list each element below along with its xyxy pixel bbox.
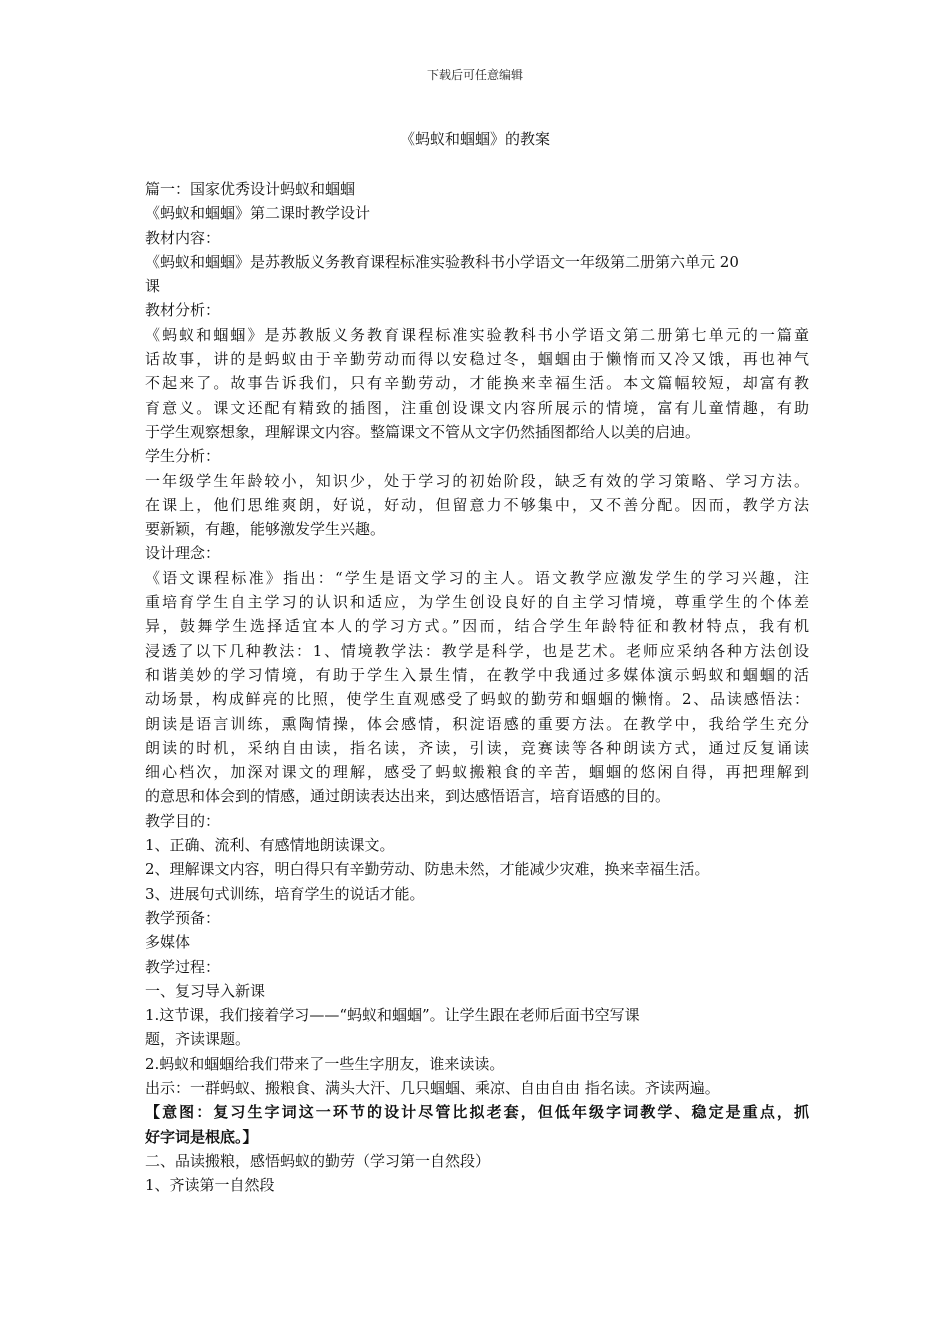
body-text-line: 课 [145, 277, 161, 296]
body-text-line: 育意义。课文还配有精致的插图，注重创设课文内容所展示的情境，富有儿童情趣，有助 [145, 398, 809, 417]
document-title: 《蚂蚁和蝈蝈》的教案 [399, 130, 550, 148]
body-text-line: 在课上，他们思维爽朗，好说，好动，但留意力不够集中，又不善分配。因而，教学方法 [145, 495, 809, 514]
body-text-line: 1、正确、流利、有感情地朗读课文。 [145, 836, 395, 855]
body-text-line: 《语文课程标准》指出：“学生是语文学习的主人。语文教学应激发学生的学习兴趣，注 [145, 568, 809, 587]
body-text-line: 要新颖，有趣，能够激发学生兴趣。 [145, 520, 386, 539]
body-text-line: 二、品读搬粮，感悟蚂蚁的勤劳（学习第一自然段） [145, 1151, 491, 1170]
body-text-line: 【意图：复习生字词这一环节的设计尽管比拟老套，但低年级字词教学、稳定是重点，抓 [145, 1103, 809, 1122]
header-note: 下载后可任意编辑 [426, 68, 523, 82]
body-text-line: 1.这节课，我们接着学习——“蚂蚁和蝈蝈”。让学生跟在老师后面书空写课 [145, 1006, 640, 1025]
body-text-line: 重培育学生自主学习的认识和适应，为学生创设良好的自主学习情境，尊重学生的个体差 [145, 593, 809, 612]
body-text-line: 设计理念： [145, 544, 221, 563]
body-text-line: 3、进展句式训练，培育学生的说话才能。 [145, 884, 425, 903]
body-text-line: 朗读的时机，采纳自由读，指名读，齐读，引读，竞赛读等各种朗读方式，通过反复诵读 [145, 738, 809, 757]
body-text-line: 出示：一群蚂蚁、搬粮食、满头大汗、几只蝈蝈、乘凉、自由自由 指名读。齐读两遍。 [145, 1078, 720, 1097]
body-text-line: 好字词是根底。】 [145, 1127, 258, 1146]
document-body [145, 177, 809, 1197]
body-text-line: 朗读是语言训练，熏陶情操，体会感情，积淀语感的重要方法。在教学中，我给学生充分 [145, 714, 809, 733]
body-text-line: 题，齐读课题。 [145, 1030, 251, 1049]
body-text-line: 和谐美妙的学习情境，有助于学生入景生情，在教学中我通过多媒体演示蚂蚁和蝈蝈的活 [145, 665, 809, 684]
body-text-line: 不起来了。故事告诉我们，只有辛勤劳动，才能换来幸福生活。本文篇幅较短，却富有教 [145, 374, 809, 393]
body-text-line: 于学生观察想象，理解课文内容。整篇课文不管从文字仍然插图都给人以美的启迪。 [145, 422, 701, 441]
body-text-line: 《蚂蚁和蝈蝈》是苏教版义务教育课程标准实验教科书小学语文第二册第七单元的一篇童 [145, 325, 809, 344]
body-text-line: 篇一：国家优秀设计蚂蚁和蝈蝈 [145, 180, 356, 198]
body-text-line: 1、齐读第一自然段 [145, 1176, 275, 1195]
body-text-line: 教学目的： [145, 811, 221, 830]
body-text-line: 教学过程： [145, 957, 221, 976]
body-text-line: 《蚂蚁和蝈蝈》是苏教版义务教育课程标准实验教科书小学语文一年级第二册第六单元 20 [145, 252, 739, 271]
body-text-line: 异，鼓舞学生选择适宜本人的学习方式。”因而，结合学生年龄特征和教材特点，我有机 [145, 617, 809, 636]
body-text-line: 浸透了以下几种教法：1、情境教学法：教学是科学，也是艺术。老师应采纳各种方法创设 [145, 641, 809, 660]
body-text-line: 一年级学生年龄较小，知识少，处于学习的初始阶段，缺乏有效的学习策略、学习方法。 [145, 471, 809, 490]
body-text-line: 学生分析： [145, 447, 221, 466]
body-text-line: 细心档次，加深对课文的理解，感受了蚂蚁搬粮食的辛苦，蝈蝈的悠闲自得，再把理解到 [145, 763, 809, 782]
body-text-line: 动场景，构成鲜亮的比照，使学生直观感受了蚂蚁的勤劳和蝈蝈的懒惰。2、品读感悟法： [145, 690, 809, 709]
body-text-line: 2、理解课文内容，明白得只有辛勤劳动、防患未然，才能减少灾难，换来幸福生活。 [145, 860, 710, 879]
body-text-line: 的意思和体会到的情感，通过朗读表达出来，到达感悟语言，培育语感的目的。 [145, 787, 671, 806]
body-text-line: 教学预备： [145, 908, 221, 927]
body-text-line: 多媒体 [145, 933, 191, 952]
body-text-line: 话故事，讲的是蚂蚁由于辛勤劳动而得以安稳过冬，蝈蝈由于懒惰而又冷又饿，再也神气 [145, 350, 809, 369]
body-text-line: 《蚂蚁和蝈蝈》第二课时教学设计 [145, 204, 371, 223]
body-text-line: 教材分析： [145, 301, 221, 320]
body-text-line: 教材内容： [145, 228, 221, 247]
body-text-line: 2.蚂蚁和蝈蝈给我们带来了一些生字朋友，谁来读读。 [145, 1054, 505, 1073]
body-text-line: 一、复习导入新课 [145, 981, 266, 1000]
